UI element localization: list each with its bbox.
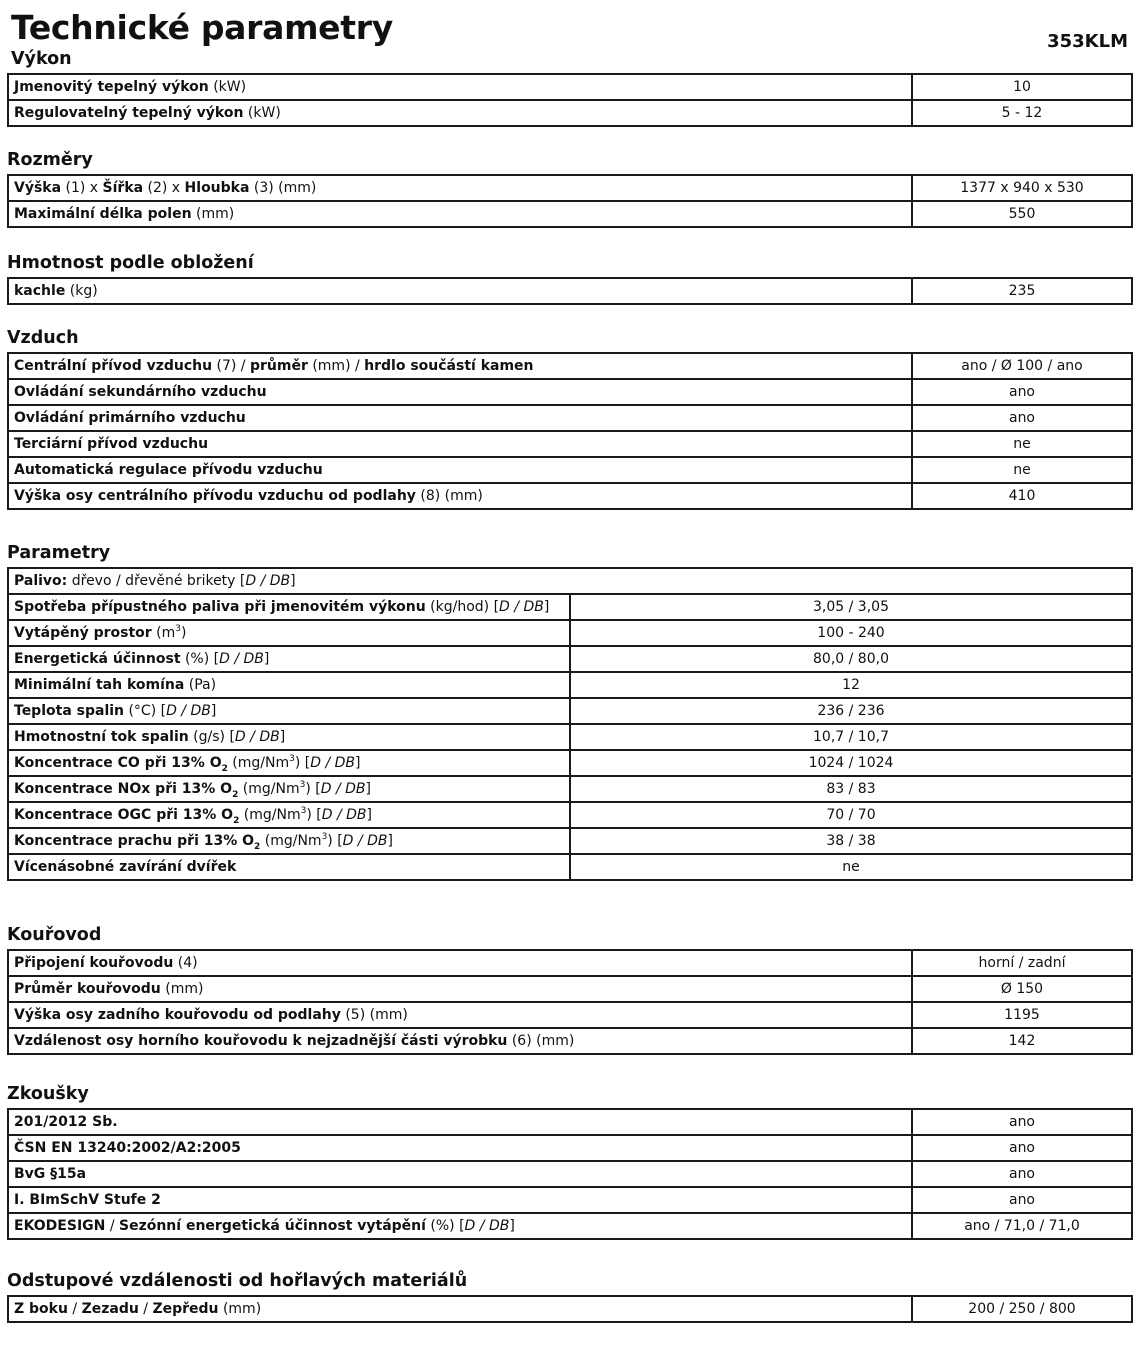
label-part: Spotřeba přípustného paliva při jmenovitém výkonu xyxy=(14,599,426,615)
table-row xyxy=(8,672,1132,698)
label-part: 3 xyxy=(300,806,307,816)
label-part: průměr xyxy=(249,358,308,374)
label-part: (kg) xyxy=(65,283,98,299)
label-part: D / DB xyxy=(499,599,544,615)
label-part: ) [ xyxy=(306,807,322,823)
parameter-value: 550 xyxy=(912,201,1132,227)
label-part: Zezadu xyxy=(81,1301,139,1317)
label-part: Palivo: xyxy=(14,573,68,589)
parameter-value: 142 xyxy=(912,1028,1132,1054)
parameter-value: 10,7 / 10,7 xyxy=(570,724,1132,750)
label-part: (mm) xyxy=(191,206,235,222)
label-part: (8) (mm) xyxy=(415,488,483,504)
section-heading: Zkoušky xyxy=(7,1084,89,1104)
label-part: D / DB xyxy=(321,807,367,823)
label-part: (2) x xyxy=(143,180,185,196)
parameter-value: 10 xyxy=(912,74,1132,100)
table-row xyxy=(8,1161,1132,1187)
section-heading: Odstupové vzdálenosti od hořlavých materiálů xyxy=(7,1271,468,1291)
parameter-label xyxy=(8,1028,912,1054)
table-row xyxy=(8,950,1132,976)
label-part: Teplota spalin xyxy=(14,703,125,719)
parameter-label xyxy=(8,568,1132,594)
table-row xyxy=(8,1028,1132,1054)
parameter-label xyxy=(8,950,912,976)
label-part: (1) x xyxy=(61,180,103,196)
label-part: (kg/hod) [ xyxy=(425,599,500,615)
label-part: (kW) xyxy=(208,79,247,95)
label-part: ČSN EN 13240:2002/A2:2005 xyxy=(14,1140,241,1156)
parameter-label xyxy=(8,802,570,828)
table-row xyxy=(8,175,1132,201)
label-part: Centrální přívod vzduchu xyxy=(14,358,213,374)
section-zkousky xyxy=(7,1083,1133,1240)
table-row xyxy=(8,100,1132,126)
label-part: 2 xyxy=(232,790,239,800)
label-part: EKODESIGN xyxy=(14,1218,106,1234)
table-row xyxy=(8,620,1132,646)
section-parametry xyxy=(7,542,1133,881)
label-part: Sezónní energetická účinnost vytápění xyxy=(119,1218,426,1234)
label-part: Terciární přívod vzduchu xyxy=(14,436,209,452)
label-part: D / DB xyxy=(342,833,388,849)
label-part: Výška osy zadního kouřovodu od podlahy xyxy=(14,1007,341,1023)
parameter-label xyxy=(8,1135,912,1161)
label-part: D / DB xyxy=(310,755,356,771)
table-row xyxy=(8,1002,1132,1028)
section-hmotnost-podle-oblozeni xyxy=(7,252,1133,305)
label-part: Vytápěný prostor xyxy=(14,625,152,641)
label-part: ] xyxy=(387,833,393,849)
label-part: 2 xyxy=(233,816,240,826)
parameter-value: 236 / 236 xyxy=(570,698,1132,724)
parameter-value: 1195 xyxy=(912,1002,1132,1028)
section-heading: Parametry xyxy=(7,543,111,563)
label-part: Připojení kouřovodu xyxy=(14,955,174,971)
label-part: D / DB xyxy=(166,703,211,719)
parameter-value: ano xyxy=(912,1109,1132,1135)
label-part: Jmenovitý tepelný výkon xyxy=(14,79,209,95)
parameter-value: 200 / 250 / 800 xyxy=(912,1296,1132,1322)
spec-table xyxy=(7,1295,1133,1323)
label-part: dřevo / dřevěné brikety [ xyxy=(67,573,246,589)
label-part: BvG §15a xyxy=(14,1166,87,1182)
parameter-label xyxy=(8,201,912,227)
label-part: (7) / xyxy=(212,358,250,374)
table-row xyxy=(8,724,1132,750)
page-title: Technické parametry xyxy=(11,8,393,47)
label-part: 2 xyxy=(221,764,228,774)
label-part: D / DB xyxy=(219,651,264,667)
label-part: (mg/Nm xyxy=(227,755,290,771)
section-rozmery xyxy=(7,149,1133,228)
label-part: Průměr kouřovodu xyxy=(14,981,161,997)
label-part: Šířka xyxy=(102,180,144,196)
label-part: ) [ xyxy=(305,781,321,797)
label-part: ] xyxy=(279,729,286,745)
section-kourovod xyxy=(7,924,1133,1055)
parameter-value: 70 / 70 xyxy=(570,802,1132,828)
table-row xyxy=(8,1135,1132,1161)
parameter-value: ne xyxy=(912,457,1132,483)
label-part: 3 xyxy=(299,780,306,790)
table-row xyxy=(8,405,1132,431)
model-code: 353KLM xyxy=(1047,31,1128,52)
table-row xyxy=(8,1296,1132,1322)
parameter-label xyxy=(8,175,912,201)
label-part: I. BImSchV Stufe 2 xyxy=(14,1192,161,1208)
label-part: ) [ xyxy=(294,755,311,771)
label-part: Ovládání primárního vzduchu xyxy=(14,410,246,426)
label-part: (3) (mm) xyxy=(249,180,317,196)
spec-table xyxy=(7,174,1133,228)
label-part: Koncentrace OGC při 13% O xyxy=(14,807,234,823)
parameter-value: 235 xyxy=(912,278,1132,304)
label-part: (mm) xyxy=(218,1301,262,1317)
label-part: Koncentrace NOx při 13% O xyxy=(14,781,233,797)
parameter-value: ano xyxy=(912,1135,1132,1161)
table-row xyxy=(8,646,1132,672)
label-part: (m xyxy=(151,625,176,641)
label-part: 3 xyxy=(175,624,181,634)
label-part: Koncentrace CO při 13% O xyxy=(14,755,222,771)
parameter-value: 83 / 83 xyxy=(570,776,1132,802)
table-row xyxy=(8,74,1132,100)
parameter-value: 410 xyxy=(912,483,1132,509)
label-part: D / DB xyxy=(320,781,366,797)
label-part: / xyxy=(67,1301,82,1317)
section-odstupove-vzdalenosti-od-horlavych-materialu xyxy=(7,1270,1133,1323)
label-part: 2 xyxy=(254,842,261,852)
label-part: D / DB xyxy=(464,1218,510,1234)
table-row xyxy=(8,1213,1132,1239)
table-row xyxy=(8,594,1132,620)
label-part: ] xyxy=(290,573,296,589)
parameter-value: horní / zadní xyxy=(912,950,1132,976)
section-heading: Vzduch xyxy=(7,328,79,348)
parameter-label xyxy=(8,353,912,379)
parameter-value: ne xyxy=(570,854,1132,880)
table-row xyxy=(8,750,1132,776)
parameter-value: Ø 150 xyxy=(912,976,1132,1002)
parameter-value: ano xyxy=(912,379,1132,405)
label-part: hrdlo součástí kamen xyxy=(364,358,534,374)
parameter-label xyxy=(8,74,912,100)
parameter-value: 80,0 / 80,0 xyxy=(570,646,1132,672)
parameter-label xyxy=(8,1296,912,1322)
label-part: 3 xyxy=(321,832,328,842)
label-part: (mm) xyxy=(160,981,204,997)
spec-table xyxy=(7,277,1133,305)
label-part: ) xyxy=(180,625,187,641)
table-row xyxy=(8,201,1132,227)
label-part: Hmotnostní tok spalin xyxy=(14,729,189,745)
table-row xyxy=(8,854,1132,880)
label-part: Ovládání sekundárního vzduchu xyxy=(14,384,267,400)
parameter-label xyxy=(8,854,570,880)
label-part: (kW) xyxy=(243,105,281,121)
parameter-label xyxy=(8,594,570,620)
parameter-label xyxy=(8,405,912,431)
label-part: Výška xyxy=(14,180,62,196)
label-part: (%) [ xyxy=(425,1218,465,1234)
parameter-label xyxy=(8,1002,912,1028)
label-part: (mm) / xyxy=(307,358,365,374)
section-heading: Hmotnost podle obložení xyxy=(7,253,254,273)
parameter-value: ano / Ø 100 / ano xyxy=(912,353,1132,379)
table-row xyxy=(8,976,1132,1002)
parameter-label xyxy=(8,1187,912,1213)
parameter-label xyxy=(8,1109,912,1135)
label-part: ] xyxy=(366,807,372,823)
label-part: Zepředu xyxy=(152,1301,219,1317)
label-part: Vzdálenost osy horního kouřovodu k nejzadnější části výrobku xyxy=(14,1033,508,1049)
label-part: kachle xyxy=(14,283,66,299)
label-part: Automatická regulace přívodu vzduchu xyxy=(14,462,323,478)
parameter-label xyxy=(8,976,912,1002)
table-row xyxy=(8,776,1132,802)
label-part: Z boku xyxy=(14,1301,68,1317)
label-part: ] xyxy=(210,703,217,719)
parameter-label xyxy=(8,646,570,672)
parameter-label xyxy=(8,776,570,802)
table-row xyxy=(8,379,1132,405)
table-row xyxy=(8,568,1132,594)
parameter-value: 3,05 / 3,05 xyxy=(570,594,1132,620)
table-row xyxy=(8,353,1132,379)
parameter-label xyxy=(8,620,570,646)
parameter-label xyxy=(8,379,912,405)
label-part: D / DB xyxy=(245,573,291,589)
label-part: 201/2012 Sb. xyxy=(14,1114,118,1130)
table-row xyxy=(8,828,1132,854)
spec-table xyxy=(7,1108,1133,1240)
label-part: (mg/Nm xyxy=(238,781,300,797)
label-part: / xyxy=(138,1301,153,1317)
label-part: D / DB xyxy=(234,729,280,745)
table-row xyxy=(8,431,1132,457)
label-part: (6) (mm) xyxy=(507,1033,575,1049)
parameter-label xyxy=(8,100,912,126)
parameter-label xyxy=(8,724,570,750)
parameter-value: ano xyxy=(912,1161,1132,1187)
parameter-value: ano / 71,0 / 71,0 xyxy=(912,1213,1132,1239)
label-part: 3 xyxy=(289,754,295,764)
table-row xyxy=(8,1109,1132,1135)
table-row xyxy=(8,483,1132,509)
section-heading: Kouřovod xyxy=(7,925,102,945)
label-part: ) [ xyxy=(327,833,343,849)
parameter-value: 38 / 38 xyxy=(570,828,1132,854)
label-part: ] xyxy=(263,651,270,667)
parameter-label xyxy=(8,457,912,483)
spec-table xyxy=(7,949,1133,1055)
label-part: Koncentrace prachu při 13% O xyxy=(14,833,255,849)
table-row xyxy=(8,698,1132,724)
table-row xyxy=(8,802,1132,828)
label-part: ] xyxy=(355,755,361,771)
section-vykon xyxy=(7,48,1133,127)
parameter-label xyxy=(8,483,912,509)
label-part: Energetická účinnost xyxy=(14,651,181,667)
parameter-label xyxy=(8,278,912,304)
table-row xyxy=(8,278,1132,304)
label-part: Vícenásobné zavírání dvířek xyxy=(14,859,237,875)
label-part: ] xyxy=(365,781,371,797)
table-row xyxy=(8,457,1132,483)
label-part: (Pa) xyxy=(184,677,217,693)
parameter-value: ano xyxy=(912,1187,1132,1213)
parameter-label xyxy=(8,698,570,724)
section-heading: Rozměry xyxy=(7,150,93,170)
label-part: Hloubka xyxy=(184,180,250,196)
parameter-label xyxy=(8,1213,912,1239)
spec-table xyxy=(7,73,1133,127)
spec-table xyxy=(7,352,1133,510)
label-part: (g/s) [ xyxy=(188,729,235,745)
label-part: ] xyxy=(543,599,550,615)
label-part: (5) (mm) xyxy=(340,1007,408,1023)
label-part: Maximální délka polen xyxy=(14,206,192,222)
parameter-value: 100 - 240 xyxy=(570,620,1132,646)
label-part: (%) [ xyxy=(180,651,220,667)
parameter-value: 12 xyxy=(570,672,1132,698)
label-part: / xyxy=(105,1218,119,1234)
parameter-label xyxy=(8,672,570,698)
parameter-label xyxy=(8,828,570,854)
spec-table xyxy=(7,567,1133,881)
section-vzduch xyxy=(7,327,1133,510)
label-part: Minimální tah komína xyxy=(14,677,185,693)
parameter-value: ano xyxy=(912,405,1132,431)
table-row xyxy=(8,1187,1132,1213)
parameter-label xyxy=(8,750,570,776)
parameter-value: ne xyxy=(912,431,1132,457)
label-part: Výška osy centrálního přívodu vzduchu od podlahy xyxy=(14,488,416,504)
section-heading: Výkon xyxy=(11,49,72,69)
label-part: Regulovatelný tepelný výkon xyxy=(14,105,244,121)
label-part: (mg/Nm xyxy=(239,807,301,823)
parameter-label xyxy=(8,431,912,457)
label-part: (°C) [ xyxy=(124,703,167,719)
label-part: ] xyxy=(509,1218,515,1234)
label-part: (mg/Nm xyxy=(260,833,322,849)
parameter-label xyxy=(8,1161,912,1187)
label-part: (4) xyxy=(173,955,198,971)
parameter-value: 1377 x 940 x 530 xyxy=(912,175,1132,201)
parameter-value: 1024 / 1024 xyxy=(570,750,1132,776)
parameter-value: 5 - 12 xyxy=(912,100,1132,126)
